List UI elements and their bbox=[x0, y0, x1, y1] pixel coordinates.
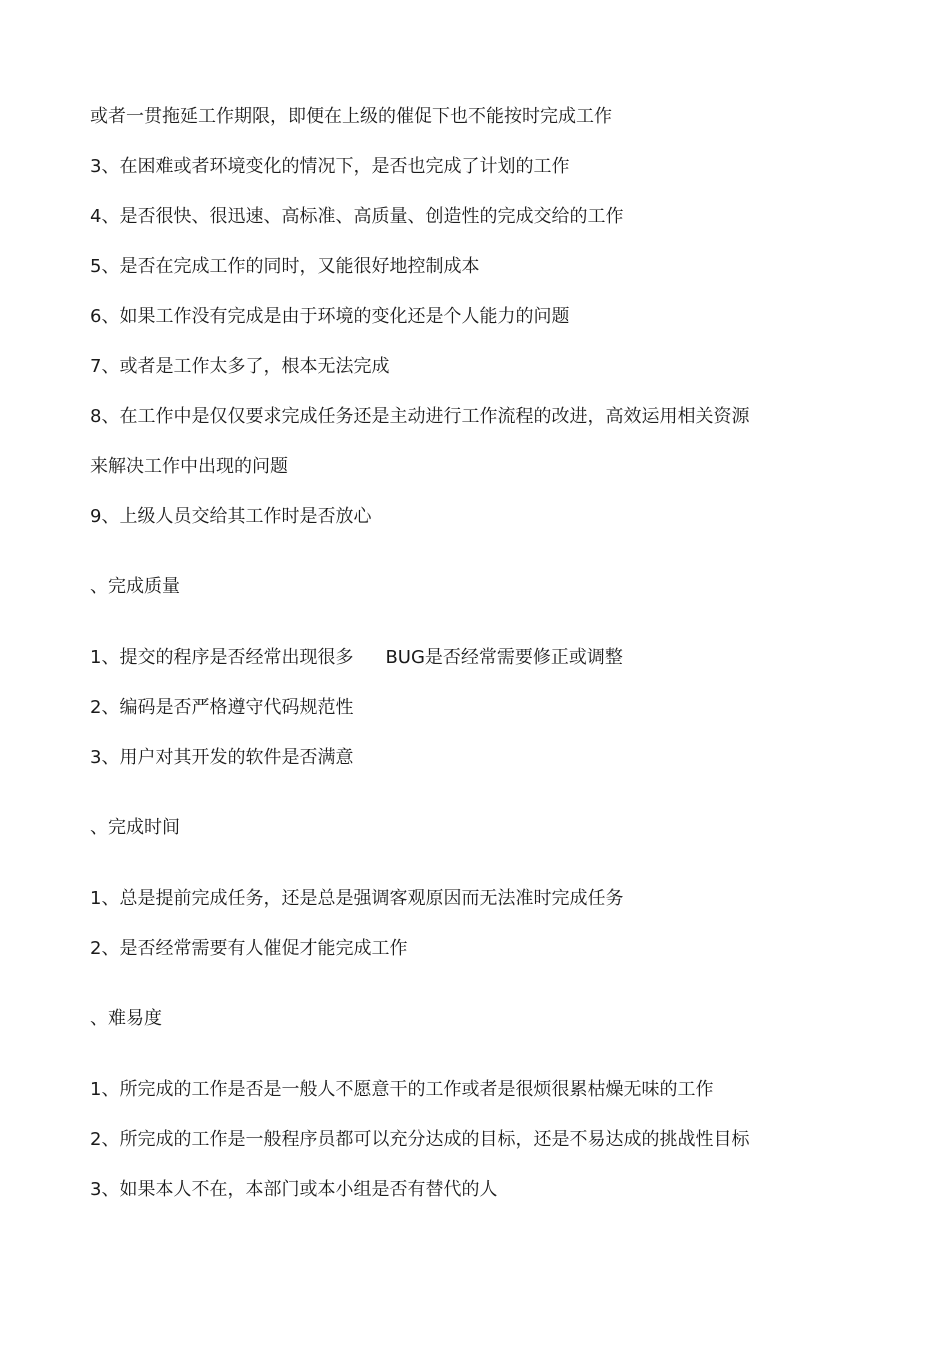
list-item: 3、如果本人不在，本部门或本小组是否有替代的人 bbox=[90, 1179, 498, 1200]
list-item: 3、用户对其开发的软件是否满意 bbox=[90, 747, 354, 768]
list-item-text: BUG是否经常需要修正或调整 bbox=[385, 647, 623, 668]
list-item: 6、如果工作没有完成是由于环境的变化还是个人能力的问题 bbox=[90, 306, 570, 327]
list-item: 2、编码是否严格遵守代码规范性 bbox=[90, 697, 354, 718]
list-item: 9、上级人员交给其工作时是否放心 bbox=[90, 506, 372, 527]
list-item: 4、是否很快、很迅速、高标准、高质量、创造性的完成交给的工作 bbox=[90, 206, 624, 227]
list-item: 1、所完成的工作是否是一般人不愿意干的工作或者是很烦很累枯燥无味的工作 bbox=[90, 1079, 714, 1100]
list-item bbox=[90, 647, 623, 669]
section-heading-quality: 、完成质量 bbox=[90, 576, 180, 597]
list-item: 8、在工作中是仅仅要求完成任务还是主动进行工作流程的改进，高效运用相关资源 bbox=[90, 406, 750, 427]
section-heading-time: 、完成时间 bbox=[90, 817, 180, 838]
text-line: 或者一贯拖延工作期限，即便在上级的催促下也不能按时完成工作 bbox=[90, 106, 612, 127]
list-item-text: 1、提交的程序是否经常出现很多 bbox=[90, 647, 354, 668]
list-item: 2、所完成的工作是一般程序员都可以充分达成的目标，还是不易达成的挑战性目标 bbox=[90, 1129, 750, 1150]
list-item: 2、是否经常需要有人催促才能完成工作 bbox=[90, 938, 408, 959]
text-line: 来解决工作中出现的问题 bbox=[90, 456, 288, 477]
list-item: 3、在困难或者环境变化的情况下，是否也完成了计划的工作 bbox=[90, 156, 570, 177]
list-item: 5、是否在完成工作的同时，又能很好地控制成本 bbox=[90, 256, 480, 277]
list-item: 7、或者是工作太多了，根本无法完成 bbox=[90, 356, 390, 377]
list-item: 1、总是提前完成任务，还是总是强调客观原因而无法准时完成任务 bbox=[90, 888, 624, 909]
section-heading-difficulty: 、难易度 bbox=[90, 1008, 162, 1029]
